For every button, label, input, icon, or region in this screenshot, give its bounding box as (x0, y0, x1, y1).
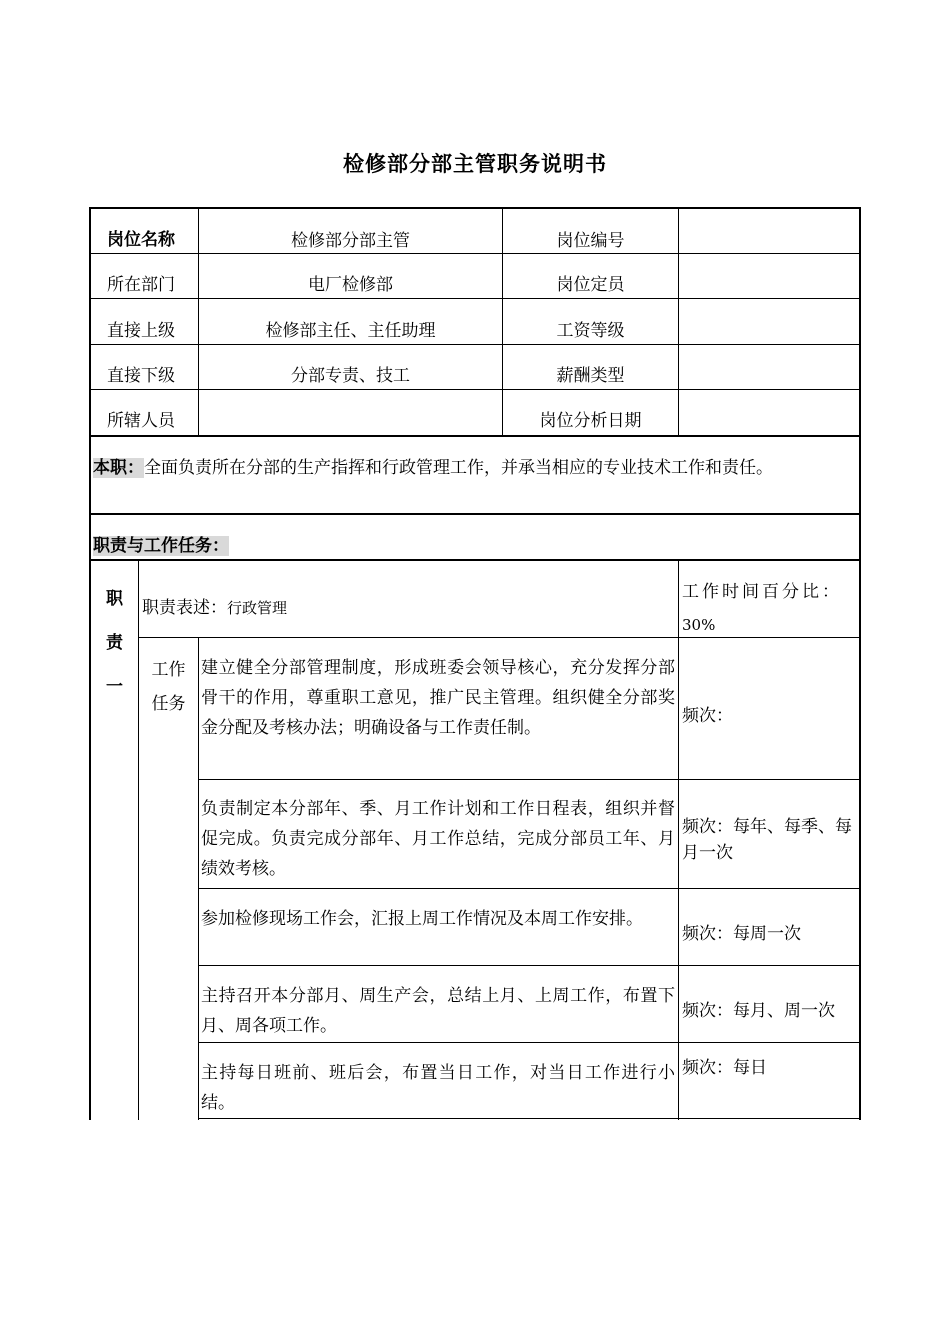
task-frequency: 频次：每年、每季、每月一次 (682, 817, 852, 863)
task-frequency: 频次：每周一次 (682, 924, 801, 944)
duty-one-side-label (91, 577, 138, 709)
work-time-percent-label: 工作时间百分比： (682, 582, 842, 602)
label-direct-superior: 直接上级 (107, 321, 175, 341)
label-position-code: 岗位编号 (556, 231, 625, 251)
duty-desc-label: 职责表述： (142, 598, 227, 618)
task-frequency: 频次：每月、周一次 (682, 1001, 835, 1021)
label-pay-type: 薪酬类型 (556, 366, 625, 386)
section-divider (89, 435, 861, 437)
task-frequency: 频次： (682, 706, 733, 726)
section-divider (89, 559, 861, 561)
task-label (139, 653, 198, 721)
side-label-char: 职 (106, 589, 123, 609)
main-duty-label: 本职： (93, 458, 144, 478)
side-label-char: 责 (106, 633, 123, 653)
page-title: 检修部分部主管职务说明书 (343, 152, 607, 176)
task-item: 建立健全分部管理制度，形成班委会领导核心，充分发挥分部骨干的作用，尊重职工意见，推广民主管理。组织健全分部奖金分配及考核办法；明确设备与工作责任制。 (201, 658, 675, 738)
section-divider (89, 513, 861, 515)
row-divider (198, 965, 861, 966)
label-position-name: 岗位名称 (107, 230, 175, 250)
task-item: 主持召开本分部月、周生产会，总结上月、上周工作，布置下月、周各项工作。 (201, 986, 675, 1036)
label-salary-grade: 工资等级 (556, 321, 625, 341)
duty-description (142, 593, 672, 623)
row-divider (198, 779, 861, 780)
value-position-name: 检修部分部主管 (291, 231, 410, 251)
label-headcount: 岗位定员 (556, 275, 625, 295)
label-analysis-date: 岗位分析日期 (539, 411, 642, 431)
col-divider (678, 207, 679, 436)
task-frequency: 频次：每日 (682, 1058, 767, 1078)
col-divider (138, 560, 139, 1120)
value-direct-superior: 检修部主任、主任助理 (265, 321, 436, 341)
row-divider (198, 1118, 861, 1119)
task-item: 负责制定本分部年、季、月工作计划和工作日程表，组织并督促完成。负责完成分部年、月工作总结，完成分部员工年、月绩效考核。 (201, 799, 675, 879)
task-label-line: 工作 (151, 660, 186, 680)
duty-desc-value: 行政管理 (227, 599, 288, 617)
label-direct-subordinate: 直接下级 (107, 366, 175, 386)
job-description-table (89, 207, 861, 1120)
main-duty-text: 全面负责所在分部的生产指挥和行政管理工作，并承当相应的专业技术工作和责任。 (144, 458, 773, 478)
label-staff-managed: 所辖人员 (107, 411, 175, 431)
row-divider (198, 888, 861, 889)
row-divider (198, 1042, 861, 1043)
task-label-line: 任务 (151, 694, 186, 714)
task-item: 参加检修现场工作会，汇报上周工作情况及本周工作安排。 (201, 909, 643, 929)
side-label-char: 一 (106, 677, 123, 697)
duties-heading (93, 531, 229, 561)
value-direct-subordinate: 分部专责、技工 (291, 366, 410, 386)
task-item: 主持每日班前、班后会，布置当日工作，对当日工作进行小结。 (201, 1063, 675, 1113)
col-divider (198, 637, 199, 1120)
duties-heading-label: 职责与工作任务： (93, 536, 229, 556)
value-department: 电厂检修部 (308, 275, 393, 295)
work-time-percent-value: 30% (682, 616, 716, 634)
label-department: 所在部门 (107, 275, 175, 295)
main-duty (93, 453, 857, 483)
col-divider (678, 560, 679, 1120)
table-top-border (89, 207, 861, 209)
